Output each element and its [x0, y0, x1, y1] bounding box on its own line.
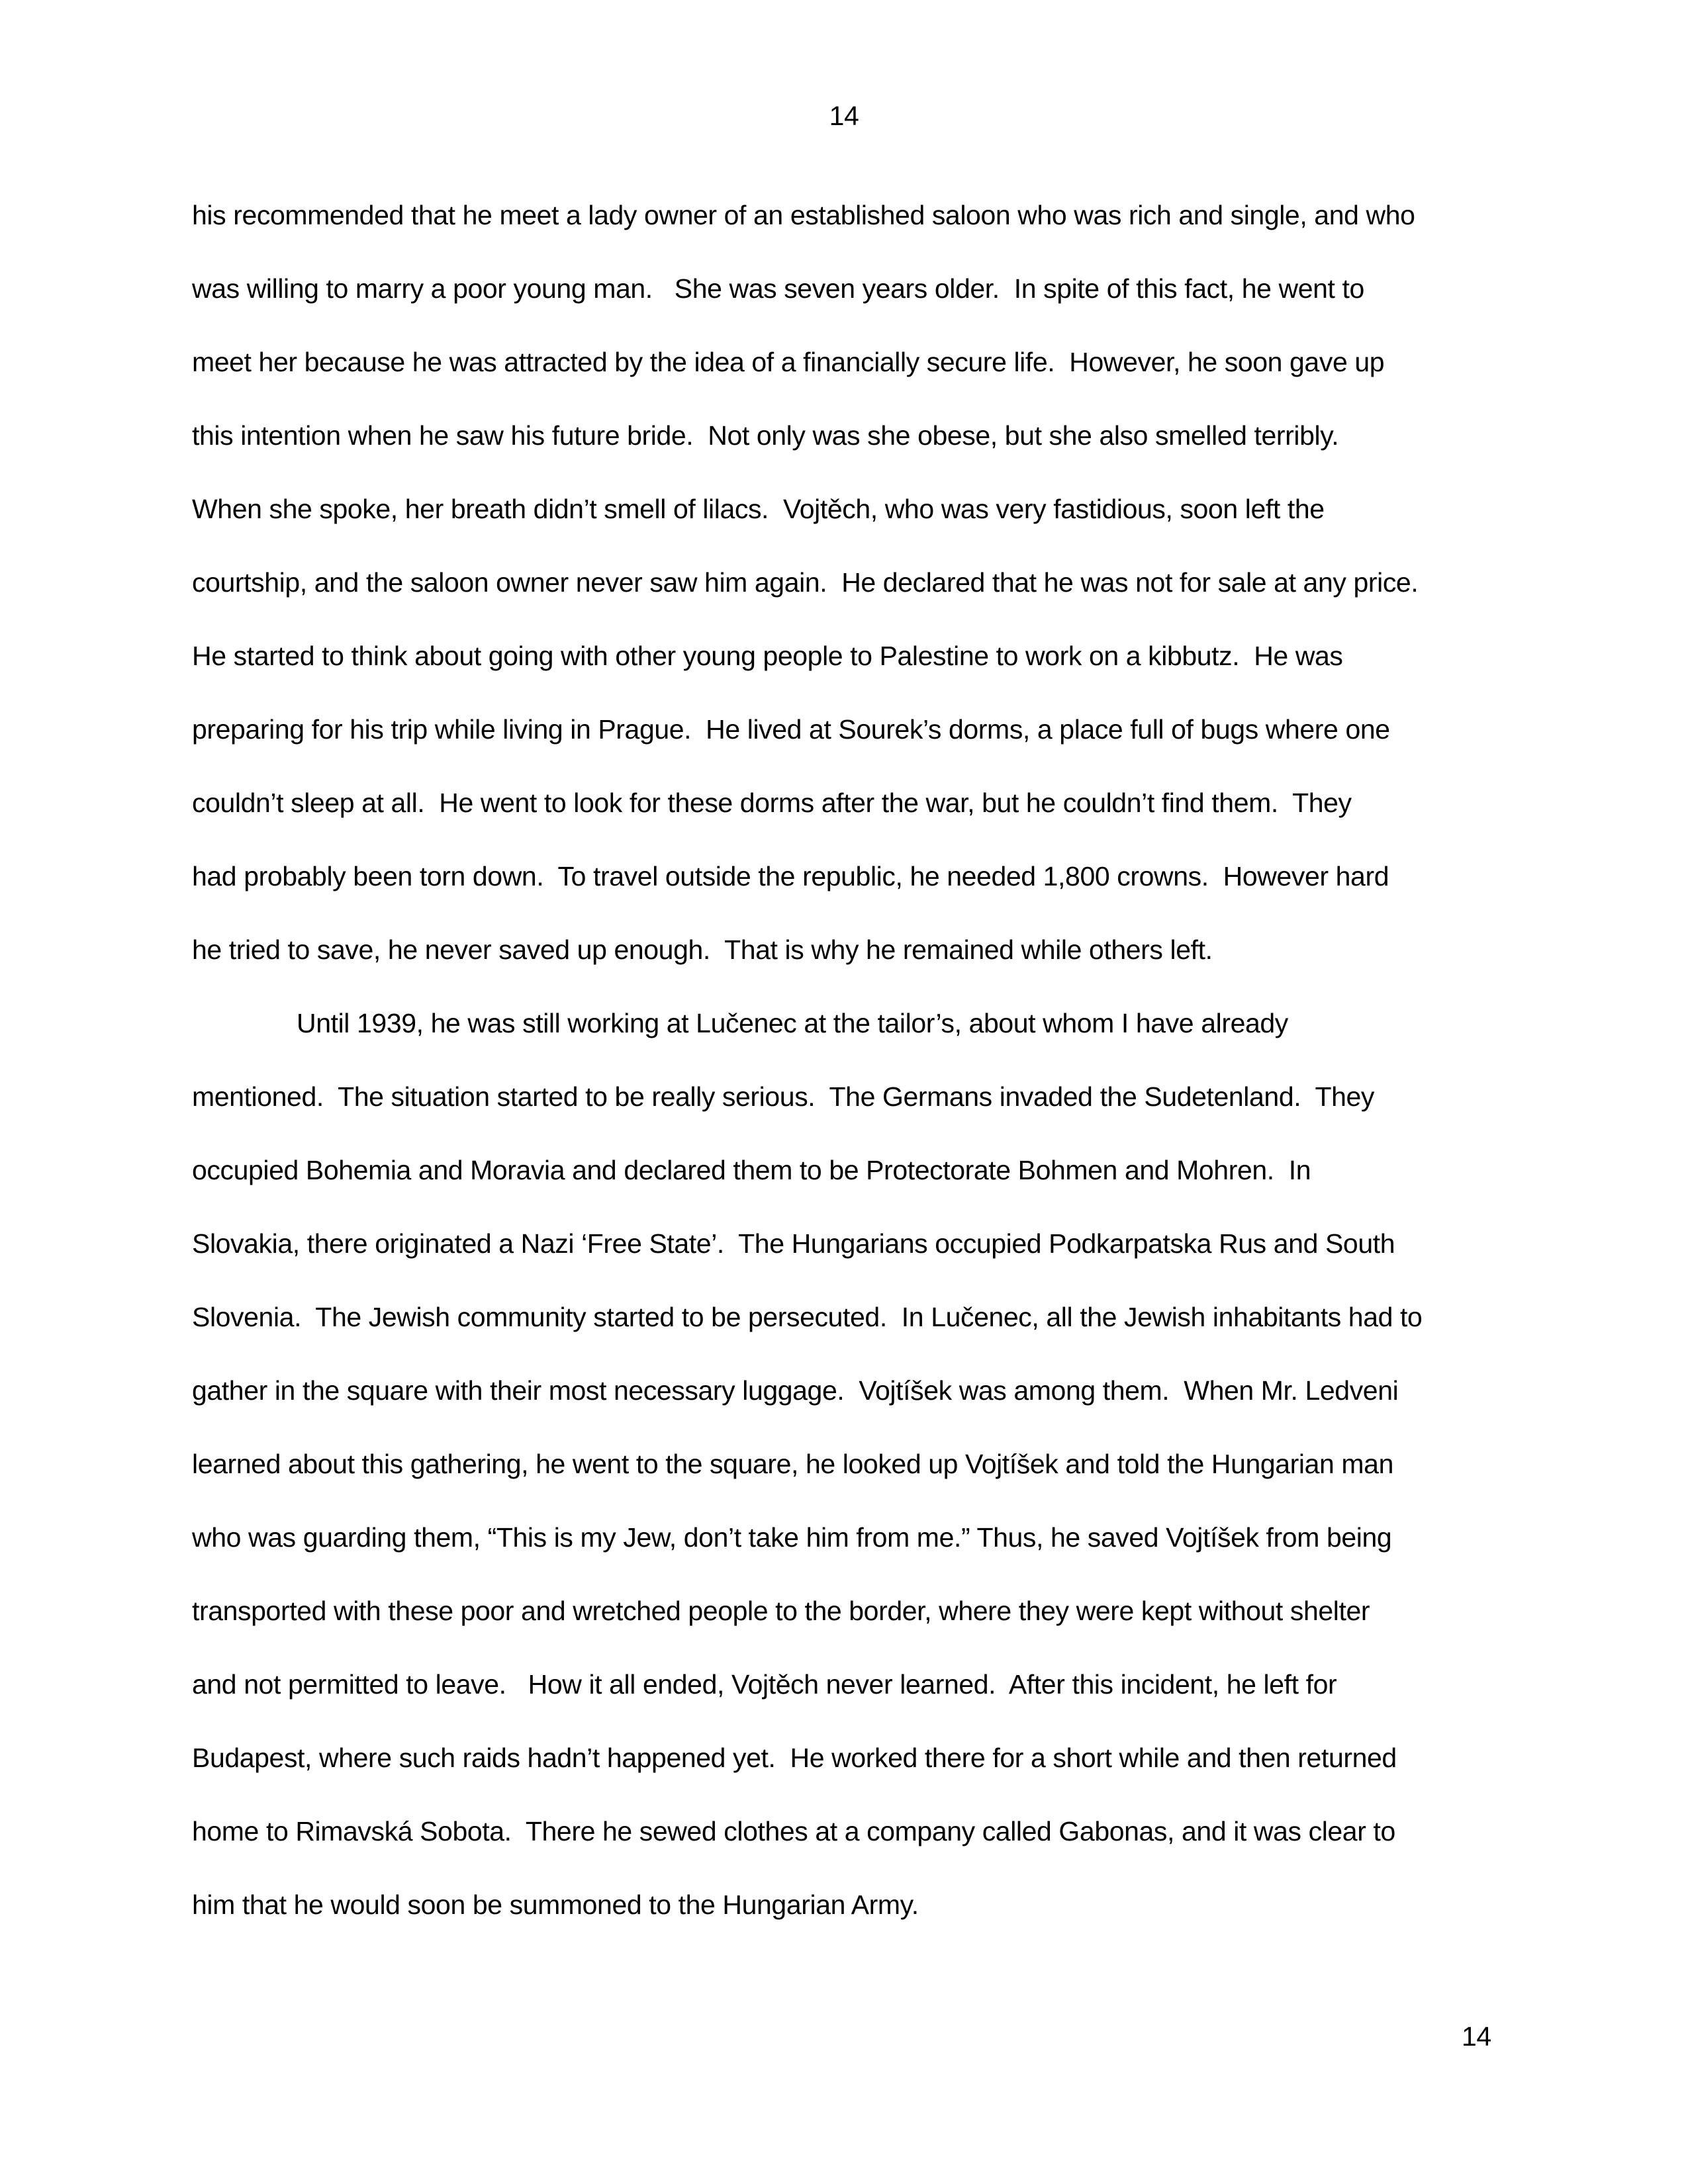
text-line-paragraph-start: Until 1939, he was still working at Lučenec at the tailor’s, about whom I have already	[297, 1008, 1288, 1038]
text-line: he tried to save, he never saved up enough. That is why he remained while others left.	[192, 934, 1213, 965]
text-line: When she spoke, her breath didn’t smell of lilacs. Vojtěch, who was very fastidious, soon left the	[192, 494, 1325, 524]
text-line: preparing for his trip while living in Prague. He lived at Sourek’s dorms, a place full of bugs where one	[192, 714, 1390, 745]
text-line: who was guarding them, “This is my Jew, don’t take him from me.” Thus, he saved Vojtíšek from being	[192, 1522, 1392, 1553]
text-line: He started to think about going with other young people to Palestine to work on a kibbutz. He was	[192, 641, 1343, 671]
footer-page-number: 14	[1462, 2021, 1491, 2052]
text-line: home to Rimavská Sobota. There he sewed clothes at a company called Gabonas, and it was clear to	[192, 1816, 1395, 1846]
text-line: had probably been torn down. To travel outside the republic, he needed 1,800 crowns. However hard	[192, 861, 1389, 891]
text-line: this intention when he saw his future bride. Not only was she obese, but she also smelled terribly.	[192, 420, 1339, 451]
text-line: transported with these poor and wretched people to the border, where they were kept without shelter	[192, 1596, 1370, 1626]
text-line: mentioned. The situation started to be really serious. The Germans invaded the Sudetenland. They	[192, 1081, 1375, 1112]
text-line: learned about this gathering, he went to the square, he looked up Vojtíšek and told the Hungarian man	[192, 1449, 1393, 1479]
text-line: his recommended that he meet a lady owner of an established saloon who was rich and single, and who	[192, 200, 1415, 230]
text-line: meet her because he was attracted by the idea of a financially secure life. However, he soon gave up	[192, 347, 1385, 377]
text-line: Budapest, where such raids hadn’t happened yet. He worked there for a short while and then returned	[192, 1743, 1397, 1773]
text-line: occupied Bohemia and Moravia and declared them to be Protectorate Bohmen and Mohren. In	[192, 1155, 1311, 1185]
header-page-number: 14	[829, 101, 859, 131]
text-line: him that he would soon be summoned to the Hungarian Army.	[192, 1889, 919, 1920]
text-line: was willing to marry a poor young man. She was seven years older. In spite of this fact, he went to	[192, 273, 1364, 304]
document-body	[192, 179, 1582, 1942]
text-line: and not permitted to leave. How it all ended, Vojtěch never learned. After this incident, he left for	[192, 1669, 1337, 1700]
text-line: Slovenia. The Jewish community started to be persecuted. In Lučenec, all the Jewish inhabitants had to	[192, 1302, 1423, 1332]
text-line: Slovakia, there originated a Nazi ‘Free State’. The Hungarians occupied Podkarpatska Rus and South	[192, 1228, 1395, 1259]
text-line: couldn’t sleep at all. He went to look for these dorms after the war, but he couldn’t find them. They	[192, 788, 1352, 818]
text-line: gather in the square with their most necessary luggage. Vojtíšek was among them. When Mr. Ledveni	[192, 1375, 1399, 1406]
text-line: courtship, and the saloon owner never saw him again. He declared that he was not for sale at any price.	[192, 567, 1419, 598]
